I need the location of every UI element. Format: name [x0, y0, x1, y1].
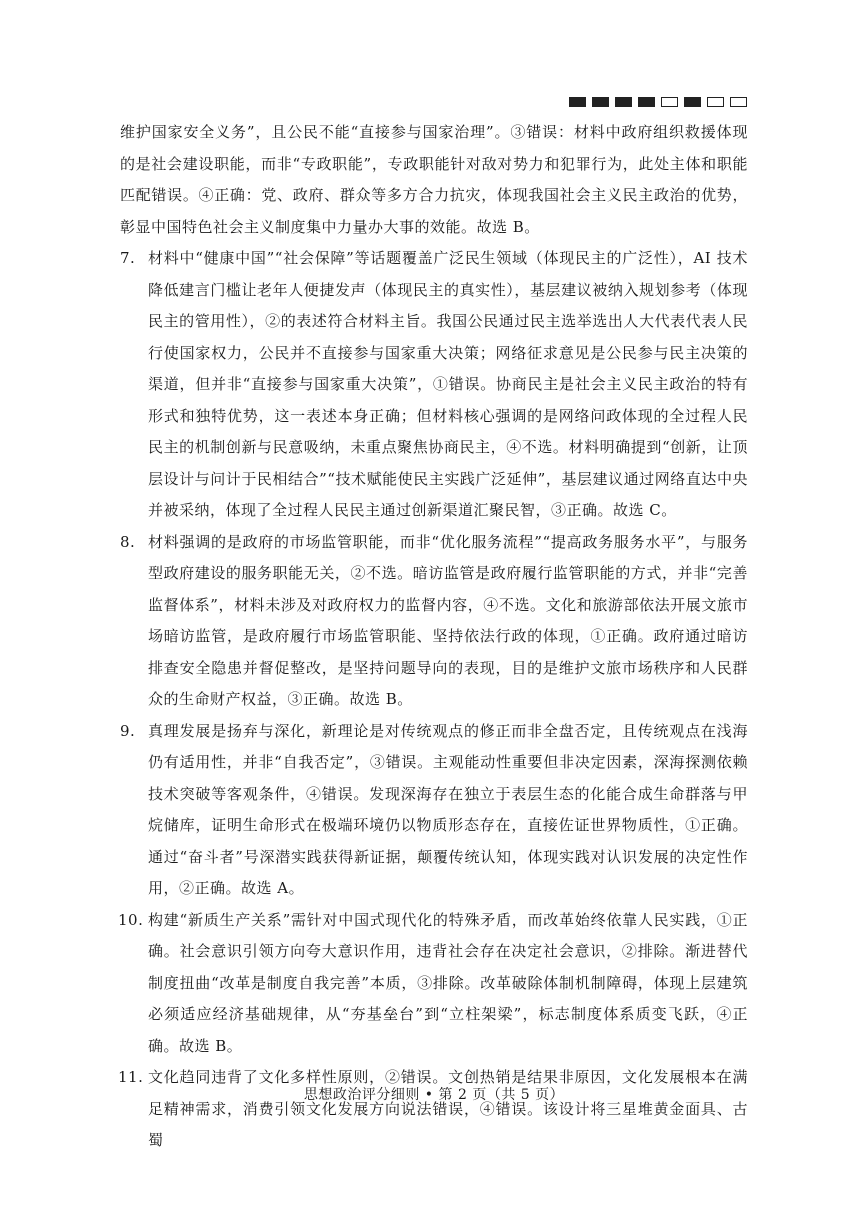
page-progress-marks	[569, 97, 747, 107]
answer-item-7	[120, 243, 748, 527]
continuation-paragraph: 维护国家安全义务”，且公民不能“直接参与国家治理”。③错误：材料中政府组织救援体现的是社会建设职能，而非“专政职能”，专政职能针对敌对势力和犯罪行为，此处主体和职能匹配错误。④正确：党、政府、群众等多方合力抗灾，体现我国社会主义民主政治的优势，彰显中国特色社会主义制度集中力量办大事的效能。故选 B。	[120, 123, 748, 236]
item-text: 材料中“健康中国”“社会保障”等话题覆盖广泛民生领域（体现民主的广泛性），AI 技术降低建言门槛让老年人便捷发声（体现民主的真实性），基层建议被纳入规划参考（体现民主的管用性），②的表述符合材料主旨。我国公民通过民主选举选出人大代表代表人民行使国家权力，公民并不直接参与国家重大决策；网络征求意见是公民参与民主决策的渠道，但并非“直接参与国家重大决策”，①错误。协商民主是社会主义民主政治的特有形式和独特优势，这一表述本身正确；但材料核心强调的是网络问政体现的全过程人民民主的机制创新与民意吸纳，未重点聚焦协商民主，④不选。材料明确提到“创新，让顶层设计与问计于民相结合”“技术赋能使民主实践广泛延伸”，基层建议通过网络直达中央并被采纳，体现了全过程人民民主通过创新渠道汇聚民智，③正确。故选 C。	[148, 249, 748, 519]
mark-filled	[638, 97, 655, 107]
item-text: 文化趋同违背了文化多样性原则，②错误。文创热销是结果非原因，文化发展根本在满足精神需求，消费引领文化发展方向说法错误，④错误。该设计将三星堆黄金面具、古蜀	[148, 1068, 748, 1149]
mark-filled	[569, 97, 586, 107]
mark-empty	[661, 97, 678, 107]
mark-empty	[707, 97, 724, 107]
answer-content	[120, 117, 748, 1157]
answer-item-11	[120, 1062, 748, 1157]
item-number: 11.	[118, 1068, 144, 1086]
answer-item-8	[120, 527, 748, 716]
mark-filled	[592, 97, 609, 107]
item-text: 真理发展是扬弃与深化，新理论是对传统观点的修正而非全盘否定，且传统观点在浅海仍有适用性，并非“自我否定”，③错误。主观能动性重要但非决定因素，深海探测依赖技术突破等客观条件，④错误。发现深海存在独立于表层生态的化能合成生命群落与甲烷储库，证明生命形式在极端环境仍以物质形态存在，直接佐证世界物质性，①正确。通过“奋斗者”号深潜实践获得新证据，颠覆传统认知，体现实践对认识发展的决定性作用，②正确。故选 A。	[148, 721, 748, 897]
answer-item-9	[120, 716, 748, 905]
item-number: 10.	[118, 910, 144, 929]
mark-filled	[615, 97, 632, 107]
item-number: 7.	[120, 249, 136, 267]
item-number: 9.	[120, 721, 136, 740]
page-footer: 思想政治评分细则 • 第 2 页（共 5 页）	[303, 1087, 565, 1103]
item-text: 材料强调的是政府的市场监管职能，而非“优化服务流程”“提高政务服务水平”，与服务型政府建设的服务职能无关，②不选。暗访监管是政府履行监管职能的方式，并非“完善监督体系”，材料未涉及对政府权力的监督内容，④不选。文化和旅游部依法开展文旅市场暗访监管，是政府履行市场监管职能、坚持依法行政的体现，①正确。政府通过暗访排查安全隐患并督促整改，是坚持问题导向的表现，目的是维护文旅市场秩序和人民群众的生命财产权益，③正确。故选 B。	[148, 532, 748, 708]
answer-item-10	[120, 905, 748, 1063]
item-text: 构建“新质生产关系”需针对中国式现代化的特殊矛盾，而改革始终依靠人民实践，①正确。社会意识引领方向夸大意识作用，违背社会存在决定社会意识，②排除。渐进替代制度扭曲“改革是制度自我完善”本质，③排除。改革破除体制机制障碍，体现上层建筑必须适应经济基础规律，从“夯基垒台”到“立柱架梁”，标志制度体系质变飞跃，④正确。故选 B。	[148, 910, 748, 1055]
mark-empty	[730, 97, 747, 107]
mark-filled	[684, 97, 701, 107]
item-number: 8.	[120, 532, 136, 551]
